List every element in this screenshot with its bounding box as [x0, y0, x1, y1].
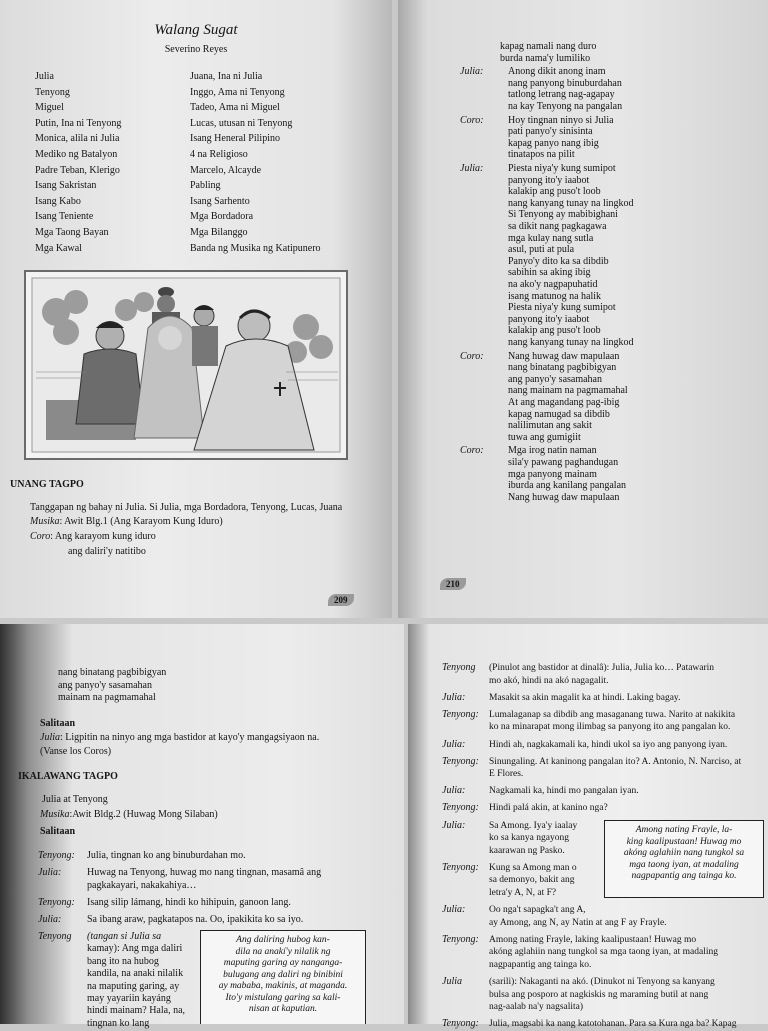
- verse-line: Piesta niya'y kung sumipot: [508, 163, 616, 174]
- cast-member: Mga Taong Bayan: [35, 226, 109, 238]
- dialogue-line: kaarawan ng Pasko.: [489, 845, 565, 856]
- dialogue-line: nag-aalab na'y nagsalita): [489, 1002, 584, 1013]
- speaker-label: Julia:: [460, 163, 484, 174]
- dialogue-line: may yayariin kayáng: [87, 993, 171, 1004]
- cast-member: Mga Bilanggo: [190, 226, 248, 238]
- verse-line: pati panyo'y sinisinta: [508, 126, 593, 138]
- verse-line: nalilimutan ang sakit: [508, 420, 592, 432]
- dialogue-line: Masakit sa akin magalit ka at hindi. Laking bagay.: [489, 692, 681, 703]
- cast-member: 4 na Religioso: [190, 148, 248, 160]
- julia-line-text: : Ligpitin na ninyo ang mga bastidor at kayo'y mangagsiyaon na.: [60, 732, 320, 743]
- scene-setting-2: Julia at Tenyong: [42, 794, 108, 805]
- verse-line: mainam na pagmamahal: [58, 692, 156, 703]
- annotation-line: ay mababa, makinis, at maganda.: [218, 981, 348, 991]
- dialogue-line: Isang silip lámang, hindi ko hihipuin, ganoon lang.: [87, 897, 291, 908]
- annotation-line: dila na anakí'y nilalik ng: [235, 946, 331, 957]
- cast-member: Tadeo, Ama ni Miguel: [190, 102, 280, 114]
- annotation-line: akóng aglahiin nang tungkol sa: [623, 848, 745, 858]
- annotation-box-2: [604, 820, 764, 898]
- annotation-line: Ang dalíring hubog kan-: [236, 935, 330, 945]
- cast-member: Mga Bordadora: [190, 211, 254, 223]
- verse-line: nang binatang pagbibigyan: [508, 362, 617, 374]
- annotation-line: bulugang ang daliri ng binibini: [223, 969, 343, 980]
- verse-line: panyong ito'y iaabot: [508, 174, 590, 186]
- speaker-julia: Julia: [40, 732, 60, 743]
- dialogue-line: na maputing garing, ay: [87, 980, 180, 992]
- dialogue-line: bulsa ang posporo at nagkiskis ng maraming butil at nang: [489, 989, 709, 1000]
- page-bottom-right: [408, 624, 768, 1030]
- cast-member: Juana, Ina ni Julia: [190, 71, 263, 82]
- play-author: Severino Reyes: [164, 44, 228, 55]
- dialogue-line: kamay): Ang mga daliri: [87, 943, 183, 955]
- cast-member: Pabling: [190, 180, 221, 192]
- cast-member: Isang Kabo: [35, 195, 81, 207]
- speaker-label: Tenyong: [442, 662, 476, 673]
- speaker-label: Coro:: [460, 445, 484, 457]
- cast-member: Marcelo, Alcayde: [190, 164, 262, 176]
- coro-line: [30, 530, 156, 544]
- musika-line: [30, 515, 223, 529]
- page-210: [398, 0, 768, 618]
- page-bottom-left: [0, 624, 404, 1029]
- annotation-line: Among nating Frayle, la-: [635, 825, 733, 835]
- verse-line: tatlong letrang nag-agapay: [508, 89, 615, 101]
- dialogue-line: (sarili): Nakaganti na akó. (Dinukot ni Tenyong sa kanyang: [489, 977, 715, 988]
- verse-line: nang binatang pagbibigyan: [58, 667, 167, 678]
- dialogue-line: letra'y A, N, at F?: [489, 888, 557, 898]
- dialogue-line: (tangan si Julia sa: [87, 931, 162, 942]
- verse-line: burda nama'y lumiliko: [500, 52, 591, 64]
- verse-line: Nang huwag daw mapulaan: [508, 350, 620, 362]
- scene-illustration: [24, 270, 348, 460]
- dialogue-line: Sa Among. Iya'y iaalay: [489, 820, 578, 831]
- verse-columns: [398, 0, 768, 580]
- cast-member: Monica, alila ni Julia: [35, 133, 120, 145]
- annotation-line: nagpapantig ang tainga ko.: [631, 871, 737, 881]
- dialogue-line: Huwag na Tenyong, huwag mo nang tingnan, masamâ ang: [87, 867, 322, 878]
- cast-member: Isang Sakristan: [35, 180, 97, 192]
- verse-line: Hoy tingnan ninyo si Julia: [508, 114, 614, 126]
- cast-member: Padre Teban, Klerigo: [35, 164, 120, 176]
- verse-line: kalakip ang puso't loob: [508, 325, 601, 337]
- section-heading-1: UNANG TAGPO: [10, 479, 84, 490]
- verse-line: tinatapos na pilit: [508, 149, 575, 161]
- dialogue-line: Oo nga't sapagka't ang A,: [489, 905, 586, 916]
- dialogue-line: ko na minarapat mong ilimbag sa panyong ito ang pangalan ko.: [489, 722, 731, 733]
- verse-line: sabihin sa aking ibig: [508, 267, 591, 279]
- dialogue-line: Lumalaganap sa dibdib ang masaganang tuwa. Narito at nakikita: [489, 709, 736, 720]
- julia-line: [40, 731, 319, 745]
- verse-line: nang kanyang tunay na lingkod: [508, 197, 634, 209]
- dialogue-line: ay Among, ang N, ay Natin at ang F ay Frayle.: [489, 917, 667, 928]
- verse-line: nang panyong binuburdahan: [508, 77, 622, 89]
- cast-member: Isang Teniente: [35, 211, 94, 223]
- dialogue-line: nagpapantig ang tainga ko.: [489, 960, 592, 970]
- verse-line: sila'y pawang paghandugan: [508, 457, 619, 468]
- dialogue-line: Sinungaling. At kaninong pangalan ito? A. Antonio, N. Narciso, at: [489, 756, 742, 767]
- speaker-label: Tenyong:: [38, 850, 75, 861]
- speaker-label: Tenyong:: [442, 1018, 479, 1030]
- dialogue-line: Among nating Frayle, laking kaalipustaan! Huwag mo: [489, 934, 697, 945]
- dialogue-line: E Flores.: [489, 769, 524, 780]
- musika-label-2: Musika: [40, 809, 70, 820]
- cast-member: Inggo, Ama ni Tenyong: [190, 86, 285, 98]
- verse-line: isang matunog na halik: [508, 290, 602, 302]
- verse-line: ang panyo'y sasamahan: [58, 679, 152, 691]
- verse-line: Anong dikit anong inam: [508, 66, 606, 78]
- speaker-label: Tenyong:: [442, 802, 479, 814]
- stage-direction: (Vanse los Coros): [40, 746, 112, 757]
- speaker-label: Julia:: [442, 691, 466, 703]
- verse-line: na kay Tenyong na pangalan: [508, 101, 623, 112]
- dialogue-line: kandila, na anaki nilalik: [87, 968, 184, 980]
- verse-line: kapag namali nang duro: [500, 41, 597, 52]
- cast-list-right: [190, 69, 321, 256]
- dialogue-line: ko sa kanya ngayong: [489, 833, 569, 844]
- page-number-210: [440, 578, 466, 590]
- verse-line: kapag panyo nang ibig: [508, 137, 599, 149]
- page-number-badge: 209: [328, 594, 354, 606]
- illustration-drawing: [26, 272, 346, 458]
- verse-line: kapag namugad sa dibdib: [508, 408, 610, 420]
- dialogue-line: pagkakayari, nakakahiya…: [87, 880, 197, 891]
- speaker-label: Tenyong:: [442, 755, 479, 767]
- musika-text-2: :Awit Bldg.2 (Huwag Mong Silaban): [69, 809, 218, 820]
- cast-member: Isang Heneral Pilipino: [190, 133, 280, 145]
- coro-text: : Ang karayom kung iduro: [50, 531, 156, 542]
- verse-line: kalakip ang puso't loob: [508, 186, 601, 198]
- speaker-label: Julia:: [442, 738, 466, 750]
- speaker-label: Tenyong:: [442, 933, 479, 945]
- verse-line: tuwa ang gumigiit: [508, 431, 581, 443]
- musika-text: : Awit Blg.1 (Ang Karayom Kung Iduro): [59, 516, 223, 527]
- dialogue-line: Nagkamali ka, hindi mo pangalan iyan.: [489, 786, 639, 797]
- salitaan-heading: Salitaan: [40, 718, 76, 729]
- musika-line-2: [40, 808, 218, 822]
- speaker-label: Julia:: [442, 785, 466, 797]
- speaker-label: Coro:: [460, 350, 484, 362]
- verse-line: nang kanyang tunay na lingkod: [508, 337, 634, 348]
- annotation-line: Ito'y mistulang garing sa kali-: [225, 992, 341, 1003]
- speaker-label: Julia:: [460, 66, 484, 78]
- verse-line: Piesta niya'y kung sumipot: [508, 302, 616, 314]
- verse-line: Panyo'y dito ka sa dibdib: [508, 255, 609, 267]
- dialogue-line: akóng aglahiin nang tungkol sa mga taong iyan, at madaling: [489, 947, 719, 958]
- dialogue-line: Hindi palá akin, at kanino nga?: [489, 803, 608, 814]
- page-209: [0, 0, 392, 618]
- verse-line: Nang huwag daw mapulaan: [508, 491, 620, 503]
- dialogue-line: tingnan ko lang: [87, 1017, 150, 1029]
- verse-line: panyong ito'y iaabot: [508, 313, 590, 325]
- cast-member: Lucas, utusan ni Tenyong: [190, 117, 293, 129]
- dialogue-line: Sa ibang araw, pagkatapos na. Oo, ipakikita ko sa iyo.: [87, 914, 304, 925]
- speaker-label: Julia:: [38, 914, 62, 925]
- verse-line: na ako'y nagpapuhatid: [508, 279, 598, 290]
- verse-line: nang mainam na pagmamahal: [508, 385, 628, 397]
- cast-member: Miguel: [35, 102, 64, 114]
- annotation-line: mga taong iyan, at madaling: [629, 859, 739, 870]
- verse-line: iburda ang kanilang pangalan: [508, 480, 627, 492]
- coro-label: Coro: [30, 531, 51, 542]
- musika-label: Musika: [30, 516, 60, 527]
- cast-list-left: [35, 69, 121, 256]
- annotation-line: maputing garing ay nanganga-: [223, 958, 343, 968]
- dialogue-line: bang ito na hubog: [87, 955, 159, 967]
- annotation-line: nisan at kaputian.: [248, 1004, 318, 1014]
- page-number-badge: 210: [440, 578, 466, 590]
- cast-member: Putin, Ina ni Tenyong: [35, 117, 122, 129]
- speaker-label: Tenyong: [38, 931, 72, 942]
- cast-member: Banda ng Musika ng Katipunero: [190, 242, 321, 254]
- speaker-label: Julia:: [442, 819, 466, 831]
- verse-line: sa dikit nang pagkagawa: [508, 221, 607, 232]
- dialogue-line: Julia, magsabi ka nang katotohanan. Para sa Kura nga ba? Kapag: [489, 1019, 737, 1030]
- annotation-line: king kaalipustaan! Huwag mo: [626, 836, 742, 847]
- play-title: Walang Sugat: [154, 22, 238, 38]
- speaker-label: Tenyong:: [442, 708, 479, 720]
- speaker-label: Julia:: [442, 904, 466, 916]
- speaker-label: Coro:: [460, 114, 484, 126]
- cast-member: Mga Kawal: [35, 242, 82, 254]
- verse-line: asul, puti at pula: [508, 244, 575, 256]
- speaker-label: Tenyong:: [38, 897, 75, 908]
- cast-member: Mediko ng Batalyon: [35, 148, 118, 160]
- salitaan-heading-2: Salitaan: [40, 826, 76, 837]
- verse-line: Si Tenyong ay mabibighani: [508, 209, 618, 221]
- speaker-label: Julia: [442, 976, 462, 988]
- dialogue-line: Kung sa Among man o: [489, 862, 577, 873]
- dialogue-line: Hindi ah, nagkakamali ka, hindi ukol sa iyo ang panyong iyan.: [489, 739, 728, 750]
- coro-line-2: ang daliri'y natitibo: [68, 546, 146, 557]
- dialogue-line: mo akó, hindi na akó nagagalit.: [489, 675, 609, 686]
- verse-line: At ang magandang pag-ibig: [508, 397, 620, 408]
- verse-line: mga panyong mainam: [508, 468, 597, 480]
- dialogue-line: (Pinulot ang bastidor at dinalâ): Julia, Julia ko… Patawarin: [489, 663, 715, 673]
- speaker-label: Julia:: [38, 867, 62, 878]
- cast-member: Julia: [35, 71, 54, 82]
- page-number-209: [328, 594, 354, 606]
- dialogue-line: Julia, tingnan ko ang binuburdahan mo.: [87, 850, 246, 861]
- dialogue-line: hindi mainam? Hala, na,: [87, 1005, 186, 1017]
- annotation-box: [200, 930, 366, 1024]
- section-heading-2: IKALAWANG TAGPO: [18, 771, 118, 782]
- verse-line: Mga irog natin naman: [508, 445, 597, 457]
- verse-line: mga kulay nang sutla: [508, 232, 594, 244]
- cast-member: Isang Sarhento: [190, 195, 250, 207]
- cast-member: Tenyong: [35, 86, 70, 98]
- scene-setting: Tanggapan ng bahay ni Julia. Si Julia, mga Bordadora, Tenyong, Lucas, Juana: [30, 502, 343, 513]
- dialogue-line: sa demonyo, bakit ang: [489, 875, 575, 886]
- speaker-label: Tenyong:: [442, 861, 479, 873]
- verse-line: ang panyo'y sasamahan: [508, 373, 602, 385]
